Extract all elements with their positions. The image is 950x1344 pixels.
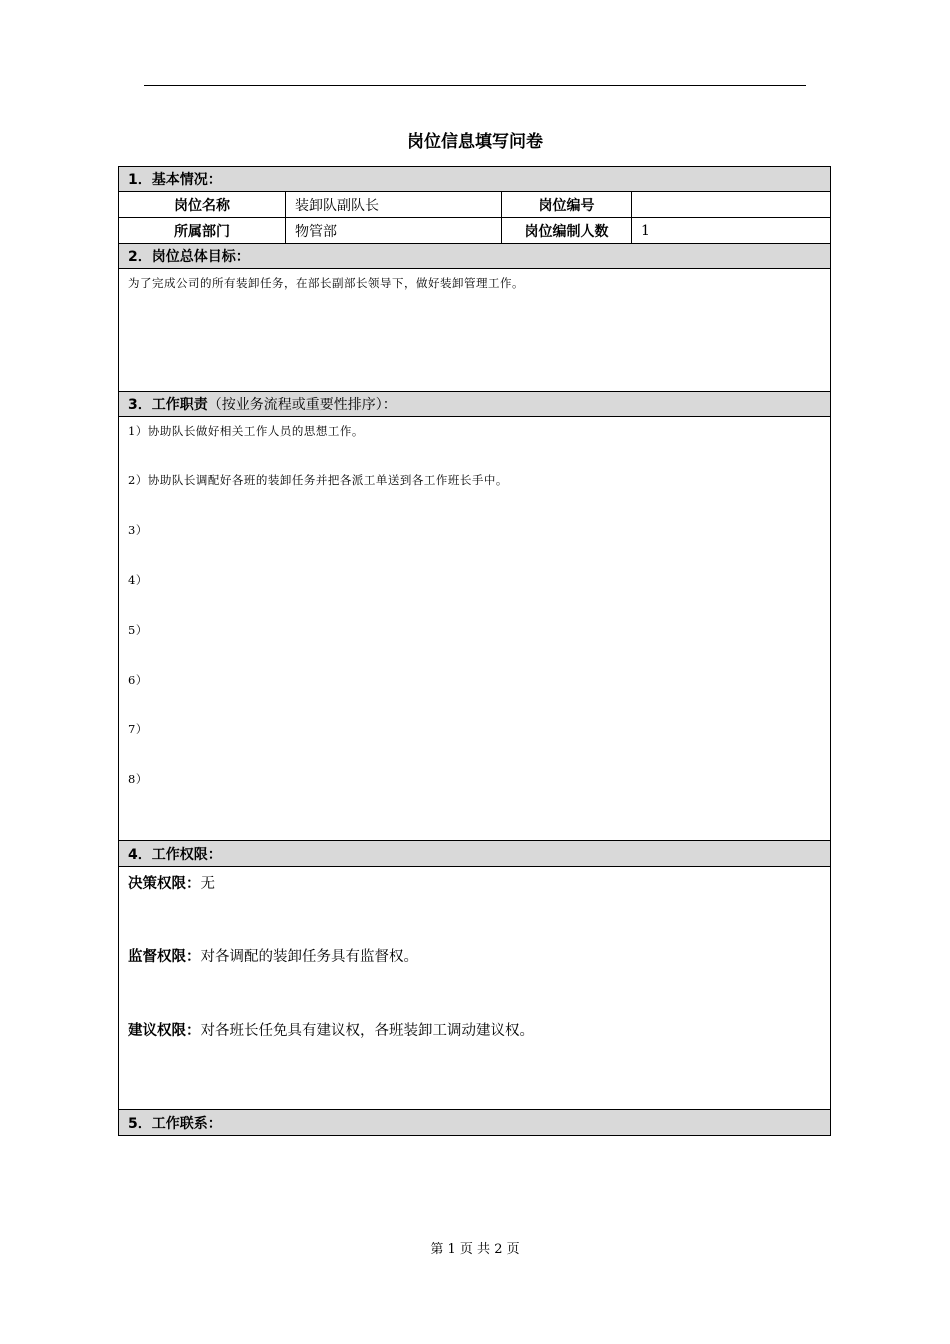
basic-row-1 bbox=[118, 192, 831, 218]
duty-item: 3） bbox=[128, 523, 148, 537]
department-label: 所属部门 bbox=[119, 218, 286, 243]
suggestion-authority-label: 建议权限： bbox=[128, 1023, 201, 1039]
goal-box[interactable] bbox=[118, 269, 831, 392]
section-goal-header bbox=[118, 244, 831, 269]
page-footer: 第 1 页 共 2 页 bbox=[430, 1242, 520, 1257]
supervision-authority-label: 监督权限： bbox=[128, 949, 201, 965]
position-code-field[interactable] bbox=[632, 192, 830, 217]
decision-authority-value: 无 bbox=[200, 876, 215, 892]
section-contacts-title: 5．工作联系： bbox=[128, 1115, 222, 1132]
duties-box[interactable] bbox=[118, 417, 831, 841]
section-authority-header bbox=[118, 841, 831, 867]
header-rule bbox=[144, 85, 806, 86]
section-basic-title: 1．基本情况： bbox=[128, 172, 222, 188]
authority-box[interactable] bbox=[118, 867, 831, 1110]
position-name-field[interactable]: 装卸队副队长 bbox=[286, 192, 502, 217]
decision-authority bbox=[128, 872, 215, 893]
position-code-label: 岗位编号 bbox=[502, 192, 632, 217]
duty-item: 7） bbox=[128, 722, 148, 736]
duty-item: 1）协助队长做好相关工作人员的思想工作。 bbox=[128, 424, 364, 438]
suggestion-authority-value: 对各班长任免具有建议权，各班装卸工调动建议权。 bbox=[200, 1023, 534, 1039]
position-name-label: 岗位名称 bbox=[119, 192, 286, 217]
duty-item: 4） bbox=[128, 573, 148, 587]
section-basic-header bbox=[118, 166, 831, 192]
section-duties-title: 3．工作职责 bbox=[128, 397, 208, 413]
headcount-label: 岗位编制人数 bbox=[502, 218, 632, 243]
goal-text: 为了完成公司的所有装卸任务，在部长副部长领导下，做好装卸管理工作。 bbox=[128, 276, 524, 290]
section-authority-title: 4．工作权限： bbox=[128, 846, 222, 863]
supervision-authority bbox=[128, 945, 418, 966]
department-field[interactable]: 物管部 bbox=[286, 218, 502, 243]
suggestion-authority bbox=[128, 1019, 534, 1040]
page-title: 岗位信息填写问卷 bbox=[407, 132, 543, 152]
duty-item: 5） bbox=[128, 623, 148, 637]
basic-row-2 bbox=[118, 218, 831, 244]
headcount-field[interactable]: 1 bbox=[641, 222, 650, 239]
section-goal-title: 2．岗位总体目标： bbox=[128, 249, 250, 265]
section-contacts-header bbox=[118, 1110, 831, 1136]
decision-authority-label: 决策权限： bbox=[128, 876, 201, 892]
supervision-authority-value: 对各调配的装卸任务具有监督权。 bbox=[200, 949, 418, 965]
section-duties-header bbox=[118, 392, 831, 417]
duty-item: 8） bbox=[128, 772, 148, 786]
questionnaire-form bbox=[118, 166, 831, 1136]
duty-item: 2）协助队长调配好各班的装卸任务并把各派工单送到各工作班长手中。 bbox=[128, 473, 508, 487]
section-duties-note: （按业务流程或重要性排序）： bbox=[207, 397, 397, 413]
duty-item: 6） bbox=[128, 673, 148, 687]
